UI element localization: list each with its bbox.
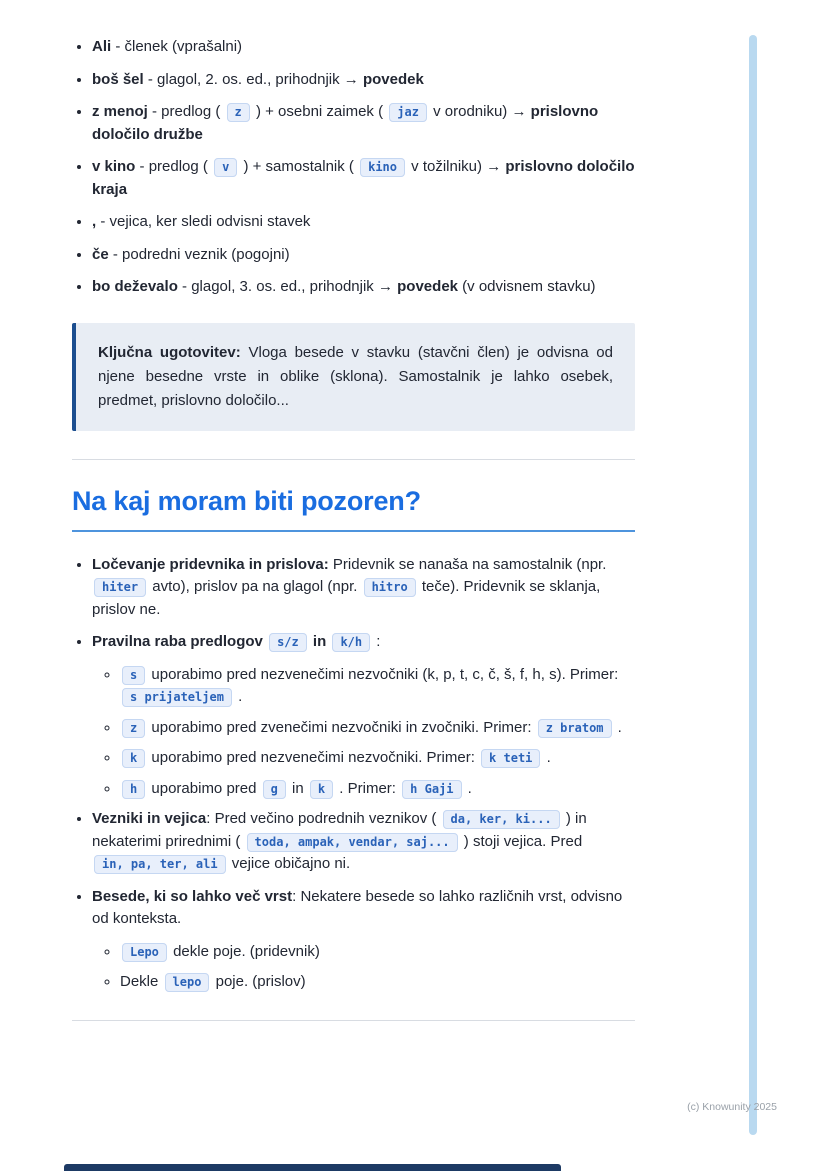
text-segment: .	[233, 688, 243, 705]
callout-title: Ključna ugotovitev:	[98, 343, 241, 361]
text-segment: dekle poje. (pridevnik)	[168, 942, 320, 960]
bottom-divider	[72, 1020, 635, 1021]
copyright-text: (c) Knowunity 2025	[687, 1101, 777, 1113]
text-segment: uporabimo pred nezvenečimi nezvočniki (k, p, t, c, č, š, f, h, s). Primer:	[147, 665, 619, 683]
inline-code-chip: hitro	[364, 578, 416, 597]
list-item	[92, 156, 635, 201]
list-item	[92, 886, 635, 931]
bold-text: Besede, ki so lahko več vrst	[92, 887, 293, 905]
inline-code-chip: jaz	[389, 103, 427, 122]
bold-text: Vezniki in vejica	[92, 810, 207, 827]
bold-text: z menoj	[92, 103, 148, 120]
key-insight-callout	[72, 323, 635, 431]
section-divider	[72, 459, 635, 460]
text-segment: (v odvisnem stavku)	[458, 278, 596, 295]
text-segment: - podredni veznik (pogojni)	[108, 245, 290, 263]
content-column	[72, 0, 635, 1021]
section-heading: Na kaj moram biti pozoren?	[72, 485, 421, 516]
inline-code-chip: g	[263, 780, 286, 799]
inline-code-chip: lepo	[165, 973, 210, 992]
text-segment: .	[613, 718, 622, 736]
list-item	[92, 101, 635, 146]
inline-code-chip: k teti	[481, 749, 540, 768]
list-item	[120, 941, 635, 964]
bold-text: povedek	[362, 70, 424, 88]
text-segment: :	[372, 633, 381, 650]
text-segment: : Pred večino podrednih veznikov (	[206, 810, 441, 827]
bold-text: bo deževalo	[92, 278, 178, 295]
text-segment: . Primer:	[335, 779, 401, 797]
callout-body: Vloga besede v stavku (stavčni člen) je odvisna od njene besedne vrste in oblike (sklona). Samostalnik je lahko osebek, predmet, prislovno določilo...	[98, 343, 613, 409]
list-item	[92, 808, 635, 876]
text-segment: avto), prislov pa na glagol (npr.	[148, 578, 362, 595]
inline-code-chip: k	[122, 749, 145, 768]
list-item	[92, 36, 635, 59]
list-item	[92, 276, 635, 299]
inline-code-chip: s/z	[269, 633, 307, 652]
text-segment: ) in nekaterimi prirednimi (	[92, 810, 587, 850]
list-item	[120, 971, 635, 994]
text-segment: uporabimo pred	[147, 779, 261, 797]
list-item	[92, 554, 635, 622]
text-segment: in	[287, 779, 308, 797]
inline-code-chip: Lepo	[122, 943, 167, 962]
bold-text: ,	[92, 213, 97, 230]
bold-text: če	[92, 245, 109, 263]
text-segment: ) + samostalnik (	[239, 158, 359, 175]
text-segment: ) + osebni zaimek (	[251, 103, 388, 120]
bold-text: Ločevanje pridevnika in prislova:	[92, 555, 329, 573]
text-segment: - glagol, 2. os. ed., prihodnjik →	[143, 70, 363, 88]
text-segment: vejice običajno ni.	[227, 855, 351, 872]
text-segment: - predlog (	[135, 158, 213, 175]
inline-code-chip: h Gaji	[402, 780, 461, 799]
list-item	[120, 717, 635, 740]
analysis-list	[72, 36, 635, 299]
list-item	[92, 244, 635, 267]
text-segment: .	[542, 749, 551, 766]
scrollbar-thumb[interactable]	[749, 35, 757, 1135]
list-item	[92, 211, 635, 234]
inline-code-chip: in, pa, ter, ali	[94, 855, 226, 874]
list-item	[120, 664, 635, 709]
bold-text: Ali	[92, 38, 112, 55]
text-segment: v tožilniku) →	[407, 158, 506, 175]
text-segment: teče). Pridevnik se sklanja, prislov ne.	[92, 578, 601, 618]
inline-code-chip: z	[122, 719, 145, 738]
text-segment: poje. (prislov)	[211, 973, 306, 990]
list-item	[120, 747, 635, 770]
inline-code-chip: v	[214, 158, 237, 177]
inline-code-chip: k/h	[332, 633, 370, 652]
inline-code-chip: s prijateljem	[122, 688, 232, 707]
list-item	[92, 69, 635, 92]
inline-code-chip: z	[227, 103, 250, 122]
bold-text: povedek	[397, 278, 458, 295]
text-segment: Pridevnik se nanaša na samostalnik (npr.	[328, 555, 607, 573]
callout-text	[98, 341, 613, 413]
text-segment: - členek (vprašalni)	[111, 38, 243, 55]
text-segment: - vejica, ker sledi odvisni stavek	[96, 213, 311, 230]
text-segment: ) stoji vejica. Pred	[459, 832, 583, 850]
text-segment: .	[463, 779, 472, 797]
bold-text: in	[312, 633, 327, 650]
text-segment: - predlog (	[147, 103, 225, 120]
inline-code-chip: s	[122, 666, 145, 685]
heading-underline	[72, 530, 635, 532]
inline-code-chip: da, ker, ki...	[443, 810, 560, 829]
text-segment: : Nekatere besede so lahko različnih vrst, odvisno od konteksta.	[92, 887, 623, 927]
text-segment	[263, 633, 267, 650]
bold-text: v kino	[92, 158, 136, 175]
attention-list	[72, 554, 635, 994]
inline-code-chip: k	[310, 780, 333, 799]
bold-text: prislovno določilo kraja	[92, 158, 635, 198]
bold-text: Pravilna raba predlogov	[92, 633, 263, 650]
text-segment	[326, 633, 330, 650]
bold-text: prislovno določilo družbe	[92, 103, 599, 143]
text-segment: Dekle	[120, 973, 163, 990]
inline-code-chip: z bratom	[538, 719, 612, 738]
text-segment: - glagol, 3. os. ed., prihodnjik →	[177, 278, 398, 295]
bold-text: boš šel	[92, 70, 144, 88]
inline-code-chip: hiter	[94, 578, 146, 597]
text-segment: v orodniku) →	[428, 103, 531, 120]
inline-code-chip: h	[122, 780, 145, 799]
footer-bar	[64, 1164, 561, 1171]
text-segment: uporabimo pred zvenečimi nezvočniki in zvočniki. Primer:	[147, 718, 536, 736]
text-segment: uporabimo pred nezvenečimi nezvočniki. Primer:	[147, 749, 480, 766]
list-item	[92, 631, 635, 654]
inline-code-chip: toda, ampak, vendar, saj...	[247, 833, 458, 852]
inline-code-chip: kino	[360, 158, 405, 177]
list-item	[120, 778, 635, 801]
